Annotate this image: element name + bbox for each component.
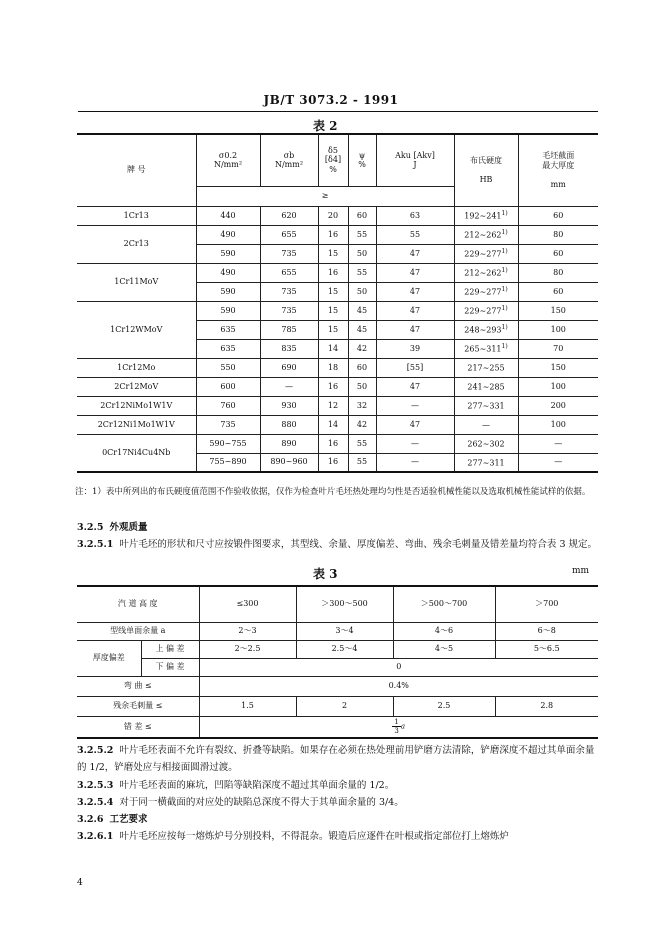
table3-cell: 4～5: [393, 640, 495, 658]
table3-col-4: ＞700: [495, 586, 598, 622]
table2-cell: 47: [376, 244, 454, 263]
table2-cell: 229~277$^{1)}$: [454, 301, 518, 320]
table2-cell: 490: [196, 263, 260, 282]
table2-grade-cell: 1Cr12Mo: [77, 358, 196, 377]
table2-cell: 15: [318, 282, 348, 301]
table3-cell: 2.5: [393, 696, 495, 716]
table3-col-1: ≤300: [199, 586, 296, 622]
table2-footnote: [75, 484, 600, 500]
table2-cell: 16: [318, 225, 348, 244]
table2-cell: 12: [318, 396, 348, 415]
table2-cell: 655: [260, 225, 318, 244]
table2-cell: 880: [260, 415, 318, 434]
table2-cell: 55: [348, 453, 376, 472]
table2-cell: 55: [376, 225, 454, 244]
table2-cell: 212~262$^{1)}$: [454, 225, 518, 244]
table2-cell: 50: [348, 377, 376, 396]
table3-cell: 2: [296, 696, 393, 716]
table2-cell: 32: [348, 396, 376, 415]
table2-grade-cell: 2Cr13: [77, 225, 196, 263]
table3-cell: 1.5: [199, 696, 296, 716]
fraction: $\frac{1}{3}$: [394, 718, 399, 736]
table2-row: [77, 396, 598, 415]
table2-cell: 47: [376, 263, 454, 282]
table3-cell: 2.8: [495, 696, 598, 716]
table2-cell: 14: [318, 339, 348, 358]
table2-cell: 100: [518, 377, 598, 396]
table3-cell: 2～3: [199, 622, 296, 640]
table2-cell: 16: [318, 434, 348, 453]
table2-head-geq: ≥: [196, 186, 454, 206]
table2-cell: —: [260, 377, 318, 396]
table2-cell: 47: [376, 415, 454, 434]
table3-thickness-label: 厚度偏差: [77, 640, 141, 676]
table2-cell: 47: [376, 282, 454, 301]
table2-row: [77, 358, 598, 377]
table2-head-hb: 布氏硬度 HB: [454, 134, 518, 206]
table2-row: [77, 301, 598, 320]
table2-head-sigmab: σb N/mm²: [260, 134, 318, 186]
table2-cell: 55: [348, 263, 376, 282]
table2-cell: 63: [376, 206, 454, 225]
table2-cell: 635: [196, 320, 260, 339]
table2-cell: 55: [348, 434, 376, 453]
table2-cell: 735: [260, 244, 318, 263]
table2-grade-cell: 2Cr12NiMo1W1V: [77, 396, 196, 415]
table2-row: [77, 377, 598, 396]
table2-cell: 590: [196, 282, 260, 301]
table3-caption: 表 3: [313, 567, 338, 581]
table2-cell: 785: [260, 320, 318, 339]
table3-upper-label: 上 偏 差: [141, 640, 199, 658]
table2-cell: 42: [348, 415, 376, 434]
table2-cell: 100: [518, 415, 598, 434]
table2-grade-cell: 1Cr12WMoV: [77, 301, 196, 358]
table2-row: [77, 415, 598, 434]
table2-cell: 16: [318, 453, 348, 472]
table2-cell: 635: [196, 339, 260, 358]
table2-cell: 760: [196, 396, 260, 415]
table3-bend-label: 弯 曲 ≤: [77, 676, 199, 696]
table2-cell: 590: [196, 244, 260, 263]
table2-cell: 550: [196, 358, 260, 377]
header-rule: [78, 111, 598, 112]
table2-cell: 39: [376, 339, 454, 358]
table2-cell: 16: [318, 377, 348, 396]
table3-allowance-label: 型线单面余量 a: [77, 622, 199, 640]
table2-cell: 14: [318, 415, 348, 434]
table2-cell: 60: [348, 358, 376, 377]
table2-cell: —: [376, 434, 454, 453]
table3-cell: 2～2.5: [199, 640, 296, 658]
table2-cell: 15: [318, 301, 348, 320]
table2-cell: 80: [518, 225, 598, 244]
table2-cell: 930: [260, 396, 318, 415]
table3-cell: 5～6.5: [495, 640, 598, 658]
table2-head-thickness: 毛坯截面 最大厚度 mm: [518, 134, 598, 206]
table2-head-sigma02: σ0.2 N/mm²: [196, 134, 260, 186]
table2-cell: 262~302: [454, 434, 518, 453]
table2-cell: 735: [196, 415, 260, 434]
table2-cell: 600: [196, 377, 260, 396]
footnote-prefix: 注：1）: [75, 487, 106, 497]
table2-grade-cell: 2Cr12Ni1Mo1W1V: [77, 415, 196, 434]
table3-lower-label: 下 偏 差: [141, 658, 199, 676]
table2-cell: 80: [518, 263, 598, 282]
table2-cell: 20: [318, 206, 348, 225]
table3-col-2: ＞300～500: [296, 586, 393, 622]
section-3-2-6-1: 3.2.6.1 叶片毛坯应按每一熔炼炉号分别投料，不得混杂。锻造后应逐件在叶根或指定部位打上熔炼炉: [77, 831, 509, 842]
table2-cell: 890~960: [260, 453, 318, 472]
table2-cell: 100: [518, 320, 598, 339]
table2-cell: 735: [260, 301, 318, 320]
table2-cell: —: [376, 453, 454, 472]
table2-cell: 590: [196, 301, 260, 320]
table2-cell: 50: [348, 244, 376, 263]
table2-cell: 248~293$^{1)}$: [454, 320, 518, 339]
table2-row: [77, 206, 598, 225]
table2-row: [77, 263, 598, 282]
table2-cell: 60: [348, 206, 376, 225]
table2-row: [77, 225, 598, 244]
table3-col-3: ＞500～700: [393, 586, 495, 622]
table2-cell: 18: [318, 358, 348, 377]
section-3-2-5-3: 3.2.5.3 叶片毛坯表面的麻坑，凹陷等缺陷深度不超过其单面余量的 1/2。: [77, 780, 395, 791]
table2-cell: 70: [518, 339, 598, 358]
table2-cell: 47: [376, 320, 454, 339]
table3-cell: 3～4: [296, 622, 393, 640]
table2-cell: —: [518, 434, 598, 453]
table2-cell: 440: [196, 206, 260, 225]
table2-cell: 45: [348, 320, 376, 339]
table2-cell: 590~755: [196, 434, 260, 453]
table2-mechanical-properties: [77, 133, 598, 473]
table2-cell: 835: [260, 339, 318, 358]
section-3-2-5-2: 3.2.5.2 叶片毛坯表面不允许有裂纹、折叠等缺陷。如果存在必须在热处理前用铲磨方法清除，铲磨深度不超过其单面余量的 1/2，铲磨处应与相接面圆滑过渡。: [77, 745, 595, 773]
table2-head-psi: ψ %: [348, 134, 376, 186]
table3-unit: mm: [572, 566, 590, 576]
table2-cell: 755~890: [196, 453, 260, 472]
table3-cell: 6～8: [495, 622, 598, 640]
standard-number-header: JB/T 3073.2 - 1991: [263, 93, 399, 107]
table2-cell: 15: [318, 244, 348, 263]
table2-cell: 42: [348, 339, 376, 358]
table2-cell: 47: [376, 301, 454, 320]
table2-cell: 150: [518, 358, 598, 377]
table3-cell: 4～6: [393, 622, 495, 640]
table3-burr-label: 残余毛刺量 ≤: [77, 696, 199, 716]
table2-cell: 735: [260, 282, 318, 301]
table2-cell: 55: [348, 225, 376, 244]
table2-cell: 60: [518, 244, 598, 263]
table2-grade-cell: 0Cr17Ni4Cu4Nb: [77, 434, 196, 472]
table2-cell: 277~331: [454, 396, 518, 415]
table2-cell: 47: [376, 377, 454, 396]
section-3-2-5-heading: 3.2.5 外观质量: [77, 522, 148, 533]
page-number: 4: [77, 878, 83, 888]
section-3-2-6-heading: 3.2.6 工艺要求: [77, 814, 148, 825]
table2-grade-cell: 1Cr11MoV: [77, 263, 196, 301]
table2-cell: 15: [318, 320, 348, 339]
table2-cell: 229~277$^{1)}$: [454, 244, 518, 263]
table2-cell: 241~285: [454, 377, 518, 396]
table2-cell: 50: [348, 282, 376, 301]
footnote-text: 表中所列出的布氏硬度值范围不作验收依据，仅作为检查叶片毛坯热处理均匀性是否适验机械性能以及选取机械性能试样的依据。: [105, 487, 591, 497]
table3-appearance-tolerances: [77, 585, 598, 739]
table2-cell: 655: [260, 263, 318, 282]
table2-cell: 60: [518, 206, 598, 225]
table2-cell: [55]: [376, 358, 454, 377]
table3-cell: 0: [199, 658, 598, 676]
table2-cell: 277~311: [454, 453, 518, 472]
table3-mismatch-label: 错 差 ≤: [77, 716, 199, 738]
table2-cell: 150: [518, 301, 598, 320]
table2-cell: —: [376, 396, 454, 415]
table3-head-height: 汽 道 高 度: [77, 586, 199, 622]
table3-cell: 2.5～4: [296, 640, 393, 658]
table2-cell: 45: [348, 301, 376, 320]
table2-grade-cell: 2Cr12MoV: [77, 377, 196, 396]
table2-cell: 60: [518, 282, 598, 301]
table3-cell: 0.4%: [199, 676, 598, 696]
table2-cell: 200: [518, 396, 598, 415]
table2-head-aku: Aku [Akv] J: [376, 134, 454, 186]
section-3-2-5-4: 3.2.5.4 对于同一横截面的对应处的缺陷总深度不得大于其单面余量的 3/4。: [77, 797, 404, 808]
section-3-2-5-1: 3.2.5.1 叶片毛坯的形状和尺寸应按锻件图要求，其型线、余量、厚度偏差、弯曲、残余毛刺量及错差量均符合表 3 规定。: [77, 539, 598, 550]
table2-cell: 620: [260, 206, 318, 225]
table2-cell: 890: [260, 434, 318, 453]
table2-cell: 490: [196, 225, 260, 244]
table3-mismatch-value: $\frac{1}{3}$ a: [199, 716, 598, 738]
table2-row: [77, 434, 598, 453]
table2-caption: 表 2: [313, 119, 338, 133]
table2-head-delta: δ5 [δ4] %: [318, 134, 348, 186]
table2-head-grade: 牌 号: [77, 134, 196, 206]
table2-cell: 229~277$^{1)}$: [454, 282, 518, 301]
table2-cell: 265~311$^{1)}$: [454, 339, 518, 358]
table2-cell: —: [454, 415, 518, 434]
table2-cell: 192~241$^{1)}$: [454, 206, 518, 225]
table2-cell: —: [518, 453, 598, 472]
table2-cell: 16: [318, 263, 348, 282]
table2-cell: 690: [260, 358, 318, 377]
table2-cell: 212~262$^{1)}$: [454, 263, 518, 282]
table2-grade-cell: 1Cr13: [77, 206, 196, 225]
table2-cell: 217~255: [454, 358, 518, 377]
